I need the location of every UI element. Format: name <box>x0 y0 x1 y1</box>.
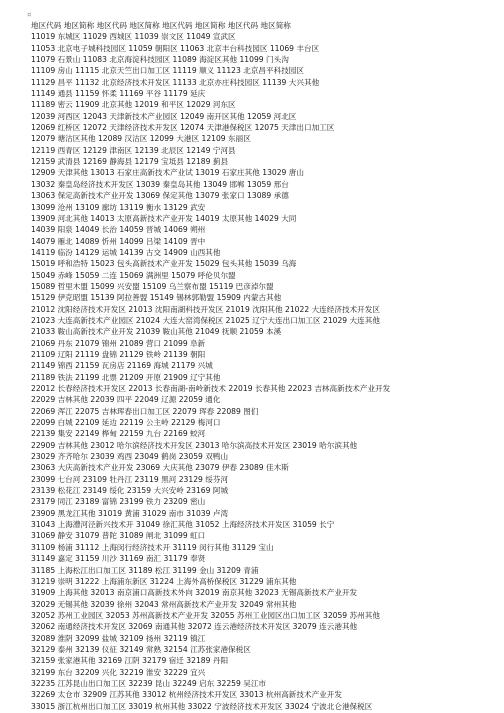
code-row: 32199 东台 32209 兴化 32219 淮安 32229 宜兴 <box>31 667 206 677</box>
code-row: 31909 上海其他 32013 南京浦口高新技术外向 32019 南京其他 32023 无锡高新技术产业开发 <box>31 588 358 598</box>
code-row: 23139 松花江 23149 绥化 23159 大兴安岭 23169 阿城 <box>31 486 229 496</box>
code-row: 22909 吉林其他 23012 哈尔滨经济技术开发区 23013 哈尔滨高技术开发区 23019 哈尔滨其他 <box>31 440 358 450</box>
code-row: 31185 上海松江出口加工区 31189 松江 31199 金山 31209 青浦 <box>31 565 259 575</box>
code-row: 32062 南通经济技术开发区 32069 南通其他 32072 连云港经济技术开发区 32079 连云港其他 <box>31 622 358 632</box>
code-row: 31219 崇明 31222 上海浦东新区 31224 上海外高桥保税区 31229 浦东其他 <box>31 576 297 586</box>
code-row: 14119 临汾 14129 运城 14139 古交 14909 山西其他 <box>31 247 221 257</box>
code-row: 15089 哲里木盟 15099 兴安盟 15109 乌兰察布盟 15119 巴彦淖尔盟 <box>31 281 274 291</box>
code-row: 14039 阳泉 14049 长治 14059 晋城 14069 朔州 <box>31 225 206 235</box>
code-row: 23179 同江 23189 富锦 23199 铁力 23209 密山 <box>31 497 206 507</box>
code-row: 11053 北京电子城科技园区 11059 朝阳区 11063 北京丰台科技园区 11069 丰台区 <box>31 43 320 53</box>
code-row: 23029 齐齐哈尔 23039 鸡西 23049 鹤岗 23059 双鸭山 <box>31 452 229 462</box>
code-row: 31043 上海漕河泾新兴技术开 31049 徐汇其他 31052 上海经济技术开发区 31059 长宁 <box>31 520 335 530</box>
code-row: 13099 沧州 13109 廊坊 13119 衡水 13129 武安 <box>31 202 206 212</box>
code-row: 21023 大连高新技术产业园区 21024 大连大窑湾保税区 21025 辽宁大连出口加工区 21029 大连其他 <box>31 315 380 325</box>
code-row: 23099 七台河 23109 牡丹江 23119 黑河 23129 绥芬河 <box>31 474 229 484</box>
code-row: 11189 密云 11909 北京其他 12019 和平区 12029 河东区 <box>31 100 236 110</box>
code-row: 32269 太仓市 32909 江苏其他 33012 杭州经济技术开发区 33013 杭州高新技术产业开发 <box>31 690 342 700</box>
code-row: 32159 张家港其他 32169 江阴 32179 宿迁 32189 丹阳 <box>31 656 229 666</box>
code-row: 11149 通县 11159 怀柔 11169 平谷 11179 延庆 <box>31 89 206 99</box>
code-row: 21012 沈阳经济技术开发区 21013 沈阳南湖科技开发区 21019 沈阳其他 21022 大连经济技术开发区 <box>31 304 380 314</box>
code-row: 21109 辽阳 21119 盘锦 21129 铁岭 21139 朝阳 <box>31 349 206 359</box>
code-row: 14079 雁北 14089 忻州 14099 吕梁 14109 晋中 <box>31 236 206 246</box>
code-row: 23909 黑龙江其他 31019 黄浦 31029 南市 31039 卢湾 <box>31 508 229 518</box>
page-marker: ¤ <box>27 11 32 19</box>
code-row: 15019 呼和浩特 15023 包头高新技术产业开发 15029 包头其他 15039 乌海 <box>31 259 297 269</box>
code-row: 11019 东城区 11029 西城区 11039 崇文区 11049 宣武区 <box>31 32 236 42</box>
code-row: 22012 长春经济技术开发区 22013 长春南湖-南岭新技术 22019 长春其他 22023 吉林高新技术产业开发 <box>31 384 391 393</box>
code-row: 12119 西青区 12129 津南区 12139 北辰区 12149 宁河县 <box>31 145 236 155</box>
header-row: 地区代码 地区简称 地区代码 地区简称 地区代码 地区简称 地区代码 地区简称 <box>31 21 291 30</box>
code-row: 15049 赤峰 15059 二连 15069 满洲里 15079 呼伦贝尔盟 <box>31 270 236 280</box>
code-row: 32089 淮阴 32099 盐城 32109 扬州 32119 镇江 <box>31 633 206 643</box>
code-list <box>31 20 504 712</box>
code-row: 12159 武清县 12169 静海县 12179 宝坻县 12189 蓟县 <box>31 157 229 167</box>
code-row: 21033 鞍山高新技术产业开发 21039 鞍山其他 21049 抚顺 21059 本溪 <box>31 327 282 337</box>
code-row: 32235 江苏昆山出口加工区 32239 昆山 32249 启东 32259 吴江市 <box>31 678 267 688</box>
code-row: 32029 无锡其他 32039 徐州 32043 常州高新技术产业开发 32049 常州其他 <box>31 599 297 609</box>
code-row: 31149 嘉定 31159 川沙 31169 南汇 31179 奉贤 <box>31 554 206 564</box>
code-row: 11129 昌平 11132 北京经济技术开发区 11133 北京亦庄科技园区 11139 大兴其他 <box>31 77 320 87</box>
code-row: 13063 保定高新技术产业开发 13069 保定其他 13079 张家口 13089 承德 <box>31 191 289 201</box>
code-row: 23063 大庆高新技术产业开发 23069 大庆其他 23079 伊春 23089 佳木斯 <box>31 463 289 473</box>
code-row: 11079 石景山 11083 北京海淀科技园区 11089 海淀区其他 11099 门头沟 <box>31 55 289 65</box>
code-row: 22139 集安 22149 桦甸 22159 九台 22169 蛟河 <box>31 429 206 439</box>
code-row: 21069 丹东 21079 锦州 21089 营口 21099 阜新 <box>31 338 206 348</box>
code-row: 32129 泰州 32139 仪征 32149 常熟 32154 江苏张家港保税区 <box>31 644 251 654</box>
code-row: 31069 静安 31079 普陀 31089 闸北 31099 虹口 <box>31 531 206 541</box>
code-row: 22069 浑江 22075 吉林珲春出口加工区 22079 珲春 22089 图们 <box>31 406 259 416</box>
code-row: 32052 苏州工业园区 32053 苏州高新技术产业开发 32055 苏州工业园区出口加工区 32059 苏州其他 <box>31 610 380 620</box>
code-row: 12039 河西区 12043 天津新技术产业园区 12049 南开区其他 12059 河北区 <box>31 111 297 121</box>
code-row: 12909 天津其他 13013 石家庄高新技术产业试 13019 石家庄其他 13029 唐山 <box>31 168 304 178</box>
code-row: 13909 河北其他 14013 太原高新技术产业开发 14019 太原其他 14029 大同 <box>31 213 297 223</box>
code-row: 33015 浙江杭州出口加工区 33019 杭州其他 33022 宁波经济技术开发区 33024 宁波北仑港保税区 <box>31 701 373 711</box>
code-row: 11109 房山 11115 北京天竺出口加工区 11119 顺义 11123 北京昌平科技园区 <box>31 66 304 76</box>
code-row: 31109 杨浦 31112 上海闵行经济技术开 31119 闵行其他 31129 宝山 <box>31 542 274 552</box>
code-row: 22029 吉林其他 22039 四平 22049 辽源 22059 通化 <box>31 395 221 405</box>
code-row: 12069 红桥区 12072 天津经济技术开发区 12074 天津港保税区 12075 天津出口加工区 <box>31 123 335 133</box>
code-row: 21189 铁法 21199 北票 21209 开原 21909 辽宁其他 <box>31 372 221 382</box>
code-row: 15129 伊克昭盟 15139 阿拉善盟 15149 锡林郭勒盟 15909 内蒙古其他 <box>31 293 282 303</box>
code-row: 21149 锦西 21159 瓦房店 21169 海城 21179 兴城 <box>31 361 213 371</box>
code-row: 12079 塘沽区其他 12089 汉沽区 12099 大港区 12109 东丽区 <box>31 134 251 144</box>
code-row: 22099 白城 22109 延边 22119 公主岭 22129 梅河口 <box>31 418 221 428</box>
code-row: 13032 秦皇岛经济技术开发区 13039 秦皇岛其他 13049 邯郸 13059 邢台 <box>31 179 289 189</box>
